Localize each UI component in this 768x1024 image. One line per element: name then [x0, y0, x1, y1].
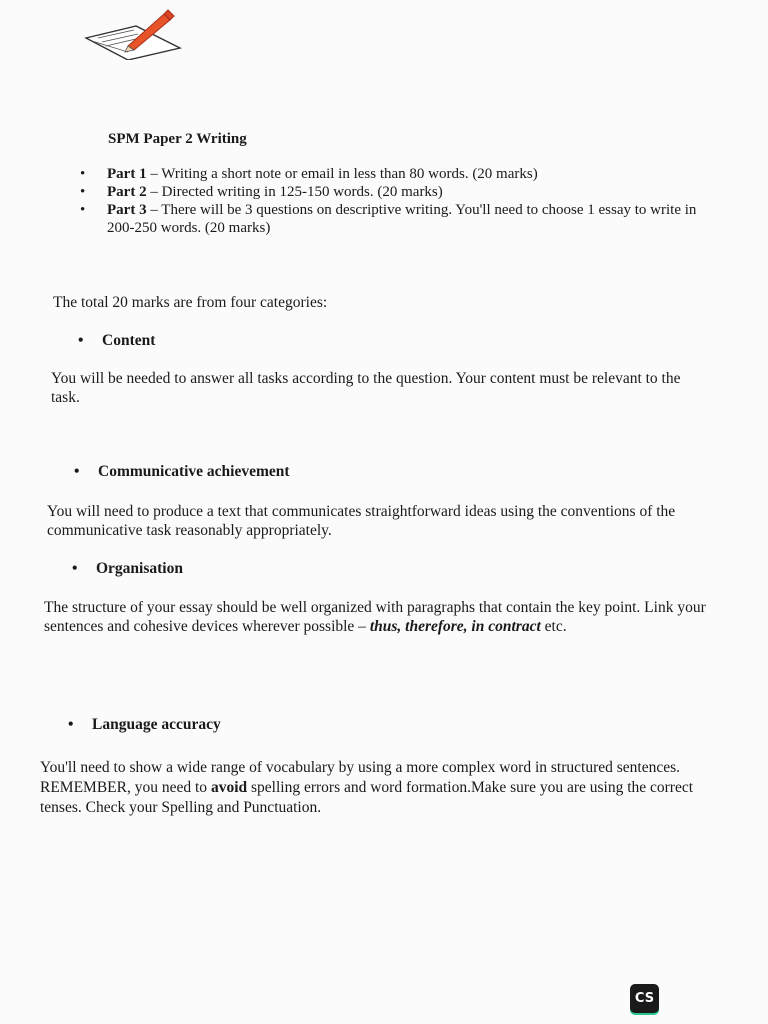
bullet-icon: • — [74, 463, 80, 480]
part-label: Part 3 — [107, 202, 147, 218]
category-name: Language accuracy — [92, 716, 221, 733]
part-text: – There will be 3 questions on descriptive writing. You'll need to choose 1 essay to write in 200-250 words. (20 marks) — [107, 202, 697, 236]
category-name: Organisation — [96, 560, 183, 577]
list-item — [80, 183, 720, 201]
part-label: Part 2 — [107, 184, 147, 200]
category-description — [40, 758, 730, 818]
categories-intro: The total 20 marks are from four categories: — [53, 294, 328, 311]
bullet-icon: • — [80, 184, 86, 200]
description-text: The structure of your essay should be well organized with paragraphs that contain the key point. Link your sentences and cohesive devices wherever possible – — [44, 599, 706, 635]
parts-list — [80, 165, 720, 237]
part-text: – Directed writing in 125-150 words. (20 marks) — [146, 184, 443, 200]
bullet-icon: • — [80, 166, 86, 182]
category-name: Communicative achievement — [98, 463, 290, 480]
list-item — [80, 201, 720, 237]
page-title: SPM Paper 2 Writing — [108, 131, 247, 147]
category-name: Content — [102, 332, 156, 349]
category-description — [44, 598, 724, 636]
category-description: You will need to produce a text that communicates straightforward ideas using the conventions of the communicative task reasonably appropriately. — [47, 503, 676, 539]
category-description: You will be needed to answer all tasks according to the question. Your content must be relevant to the task. — [51, 370, 681, 406]
category-heading — [74, 463, 290, 481]
description-text: You'll need to show a wide range of vocabulary by using a more complex word in structured sentences. REMEMBER, you need to — [40, 759, 681, 796]
list-item — [80, 165, 720, 183]
bullet-icon: • — [80, 202, 86, 218]
part-text: – Writing a short note or email in less than 80 words. (20 marks) — [146, 166, 538, 182]
category-heading — [68, 716, 221, 734]
part-label: Part 1 — [107, 166, 147, 182]
category-heading — [78, 332, 155, 350]
example-words: thus, therefore, in contract — [369, 618, 541, 635]
camscanner-badge: CS — [630, 984, 659, 1013]
bullet-icon: • — [72, 560, 78, 577]
bullet-icon: • — [78, 332, 84, 349]
emphasis-word: avoid — [210, 779, 248, 796]
description-text: spelling errors and word formation.Make sure you are using the correct tenses. Check your Spelling and Punctuation. — [40, 779, 694, 816]
bullet-icon: • — [68, 716, 74, 733]
pencil-paper-icon — [84, 8, 184, 60]
category-heading — [72, 560, 183, 578]
description-text: etc. — [540, 618, 567, 635]
